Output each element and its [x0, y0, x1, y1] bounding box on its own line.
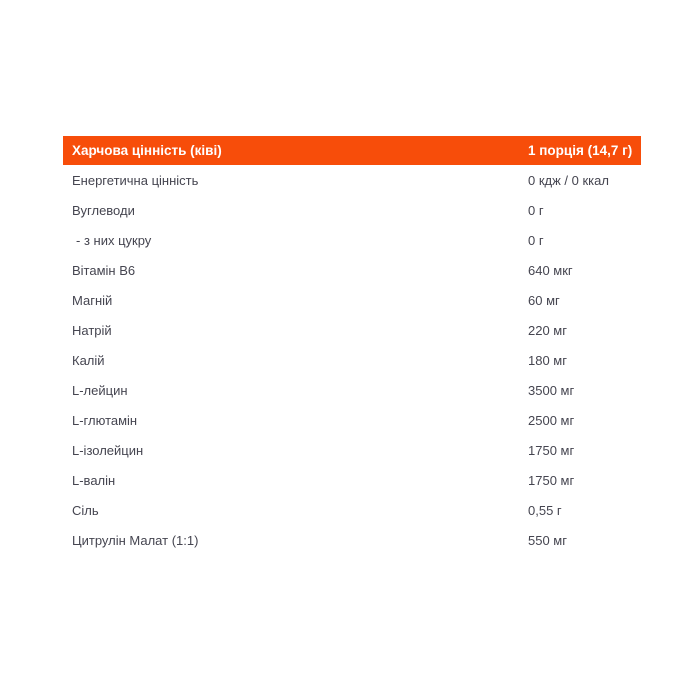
nutrient-label: - з них цукру — [76, 232, 152, 248]
nutrient-label: L-ізолейцин — [72, 442, 144, 458]
table-row — [63, 495, 641, 525]
nutrient-value: 220 мг — [528, 322, 567, 338]
table-header-row — [63, 136, 641, 165]
nutrient-label: Натрій — [72, 322, 112, 338]
table-row — [63, 165, 641, 195]
table-row — [63, 435, 641, 465]
nutrient-label: Енергетична цінність — [72, 172, 199, 188]
table-row — [63, 255, 641, 285]
nutrient-value: 2500 мг — [528, 412, 575, 428]
table-row — [63, 465, 641, 495]
nutrient-value: 1750 мг — [528, 472, 575, 488]
table-header-title: Харчова цінність (ківі) — [72, 143, 222, 158]
table-row — [63, 525, 641, 555]
table-row — [63, 315, 641, 345]
nutrient-value: 0 г — [528, 202, 544, 218]
nutrient-label: Магній — [72, 292, 113, 308]
nutrient-label: L-глютамін — [72, 412, 138, 428]
nutrient-label: Вуглеводи — [72, 202, 135, 218]
nutrient-value: 60 мг — [528, 292, 560, 308]
nutrient-value: 640 мкг — [528, 262, 573, 278]
nutrient-value: 1750 мг — [528, 442, 575, 458]
nutrient-value: 0 г — [528, 232, 544, 248]
nutrient-label: L-валін — [72, 472, 116, 488]
table-row — [63, 345, 641, 375]
nutrient-value: 180 мг — [528, 352, 567, 368]
nutrient-value: 3500 мг — [528, 382, 575, 398]
nutrient-value: 0 кдж / 0 ккал — [528, 172, 609, 188]
nutrition-table — [63, 136, 641, 555]
nutrient-label: Калій — [72, 352, 105, 368]
table-row — [63, 375, 641, 405]
table-row — [63, 195, 641, 225]
nutrient-value: 0,55 г — [528, 502, 562, 518]
table-row — [63, 285, 641, 315]
table-row — [63, 405, 641, 435]
table-row — [63, 225, 641, 255]
nutrient-value: 550 мг — [528, 532, 567, 548]
nutrient-label: Сіль — [72, 502, 99, 518]
nutrient-label: Вітамін B6 — [72, 262, 136, 278]
nutrient-label: Цитрулін Малат (1:1) — [72, 532, 199, 548]
table-header-serving: 1 порція (14,7 г) — [528, 143, 633, 158]
nutrient-label: L-лейцин — [72, 382, 128, 398]
